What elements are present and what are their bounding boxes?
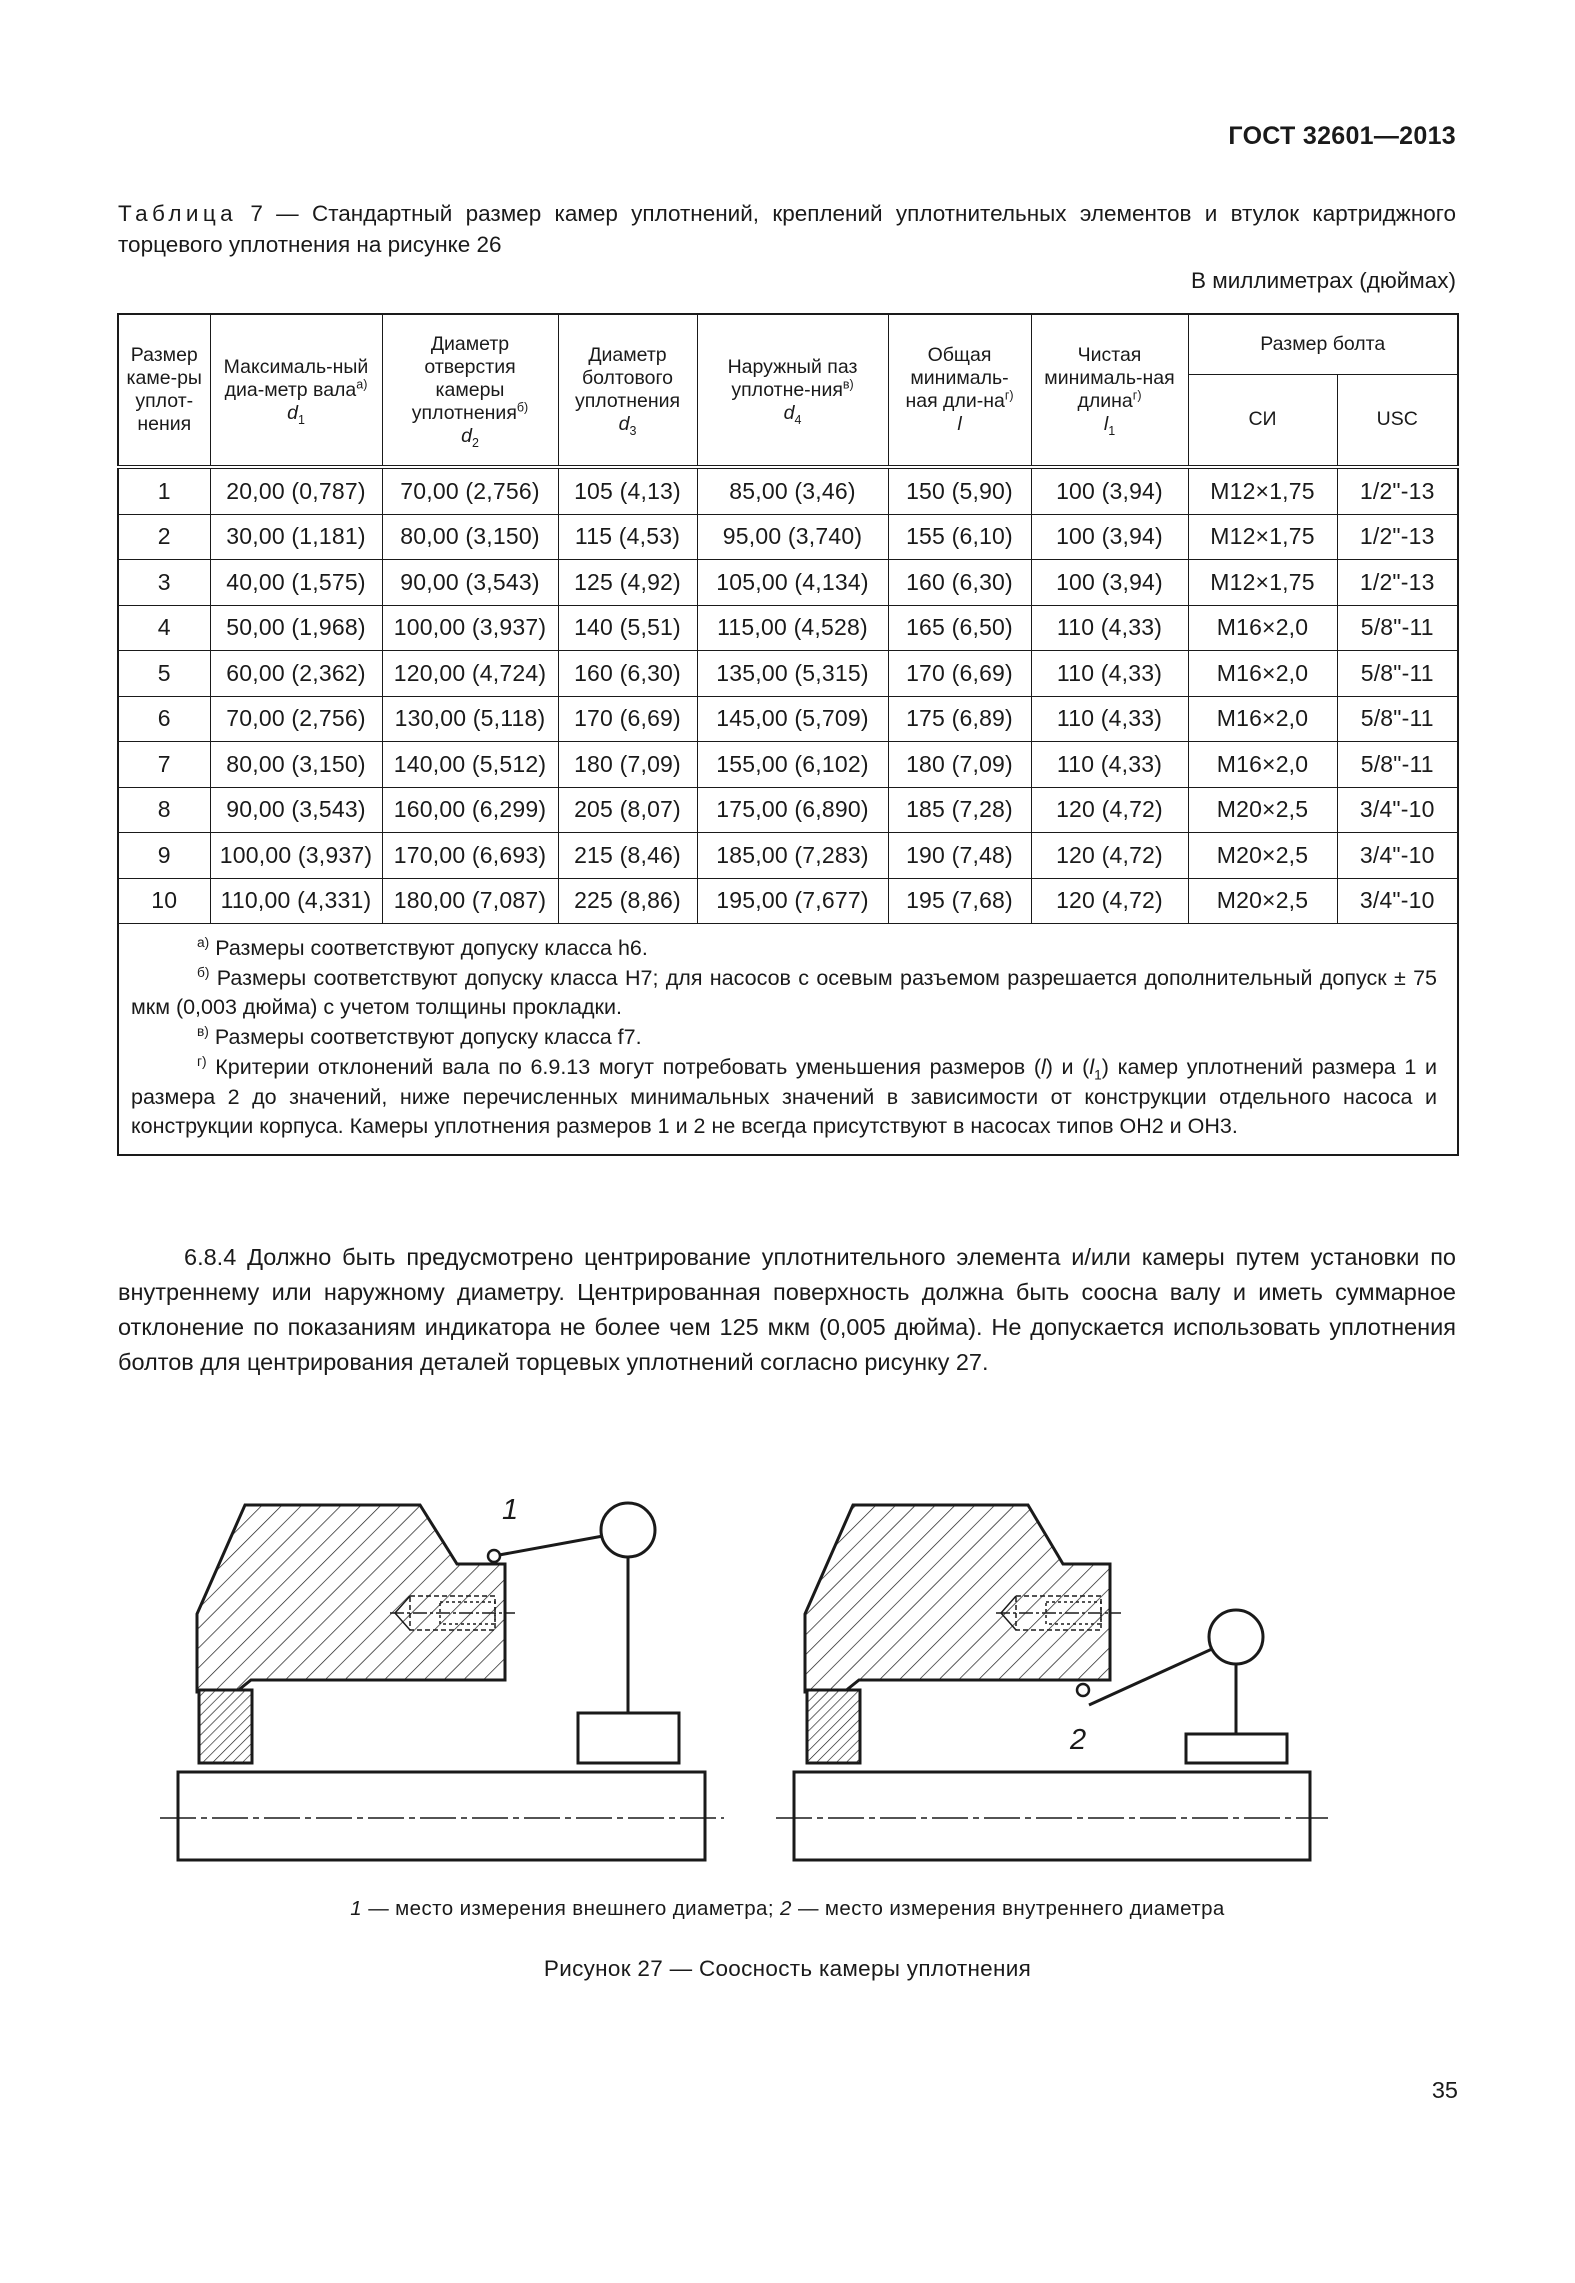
figure-caption: Рисунок 27 — Соосность камеры уплотнения bbox=[543, 1956, 1032, 1981]
header-total-min-length: Общая минималь-ная дли-$на^{г)}$ l bbox=[888, 314, 1031, 467]
left-shaft bbox=[178, 1772, 705, 1860]
left-view bbox=[160, 1494, 724, 1860]
table-cell: 110,00 (4,331) bbox=[210, 878, 382, 924]
label-1: 1 bbox=[502, 1494, 519, 1526]
table-cell: 150 (5,90) bbox=[888, 467, 1031, 514]
table-cell: M20×2,5 bbox=[1188, 878, 1337, 924]
table-cell: M20×2,5 bbox=[1188, 833, 1337, 879]
figure-27-drawing bbox=[0, 1450, 1575, 1890]
table-cell: 175 (6,89) bbox=[888, 696, 1031, 742]
table-cell: 100,00 (3,937) bbox=[382, 605, 558, 651]
right-shaft bbox=[794, 1772, 1310, 1860]
table-cell: 125 (4,92) bbox=[558, 560, 697, 606]
header-usc: USC bbox=[1337, 374, 1458, 467]
table-cell: 170 (6,69) bbox=[888, 651, 1031, 697]
table-cell: 8 bbox=[118, 787, 210, 833]
table-cell: M16×2,0 bbox=[1188, 742, 1337, 788]
table-cell: 90,00 (3,543) bbox=[382, 560, 558, 606]
header-chamber-bore-diameter: Диаметр отверстия камеры уплотнения$^{б)}$ $d_2$ bbox=[382, 314, 558, 467]
note-v: $^{в)}$ Размеры соответствуют допуску класса f7. bbox=[197, 1023, 642, 1050]
table-cell: 180 (7,09) bbox=[558, 742, 697, 788]
table-cell: 3/4"-10 bbox=[1337, 833, 1458, 879]
table-cell: 115,00 (4,528) bbox=[697, 605, 888, 651]
seal-chamber-table bbox=[117, 313, 1459, 1156]
table-cell: 180 (7,09) bbox=[888, 742, 1031, 788]
right-indicator-dial bbox=[1209, 1610, 1263, 1664]
table-cell: 105,00 (4,134) bbox=[697, 560, 888, 606]
table-cell: 100 (3,94) bbox=[1031, 467, 1188, 514]
table-cell: 225 (8,86) bbox=[558, 878, 697, 924]
table-cell: 30,00 (1,181) bbox=[210, 514, 382, 560]
table-cell: 70,00 (2,756) bbox=[210, 696, 382, 742]
right-indicator-base bbox=[1186, 1734, 1287, 1763]
table-cell: 195 (7,68) bbox=[888, 878, 1031, 924]
table-cell: 3/4"-10 bbox=[1337, 878, 1458, 924]
table-cell: 20,00 (0,787) bbox=[210, 467, 382, 514]
table-row bbox=[118, 560, 1458, 606]
header-bolt-circle-diameter: Диаметр болтового уплотнения $d_3$ bbox=[558, 314, 697, 467]
clause-6-8-4: 6.8.4 Должно быть предусмотрено центрирование уплотнительного элемента и/или камеры путем установки по внутреннему или наружному диаметру. Центрированная поверхность должна быть соосна валу и иметь суммарное отклонение по показаниям индикатора не более чем 125 мкм (0,005 дюйма). Не допускается использовать уплотнения болтов для центрирования деталей торцевых уплотнений согласно рисунку 27. bbox=[118, 1244, 1456, 1375]
table-cell: 1 bbox=[118, 467, 210, 514]
table-cell: 6 bbox=[118, 696, 210, 742]
table-cell: 180,00 (7,087) bbox=[382, 878, 558, 924]
table-cell: 120,00 (4,724) bbox=[382, 651, 558, 697]
table-units: В миллиметрах (дюймах) bbox=[1191, 268, 1456, 293]
note-g: $^{г)}$ Критерии отклонений вала по 6.9.13 могут потребовать уменьшения размеров (l) и $(l_1)$ камер уплотнений размера 1 и размера 2 до значений, ниже перечисленных минимальных значений в зависимости от конструкции отдельного насоса и конструкции корпуса. Камеры уплотнения размеров 1 и 2 не всегда присутствуют в насосах типов ОН2 и ОН3. bbox=[131, 1053, 1437, 1139]
table-notes bbox=[118, 924, 1458, 1155]
table-cell: 110 (4,33) bbox=[1031, 696, 1188, 742]
table-cell: 70,00 (2,756) bbox=[382, 467, 558, 514]
table-cell: M16×2,0 bbox=[1188, 651, 1337, 697]
table-cell: 160 (6,30) bbox=[558, 651, 697, 697]
table-cell: 205 (8,07) bbox=[558, 787, 697, 833]
table-cell: 9 bbox=[118, 833, 210, 879]
header-max-shaft-diameter: Максималь-ный диа-метр вала$^{а)}$ $d_1$ bbox=[210, 314, 382, 467]
left-indicator-dial bbox=[601, 1503, 655, 1557]
table-row bbox=[118, 696, 1458, 742]
table-cell: M12×1,75 bbox=[1188, 514, 1337, 560]
page-number: 35 bbox=[1431, 2077, 1458, 2103]
table-caption-label: Таблица bbox=[118, 201, 238, 226]
table-cell: 170,00 (6,693) bbox=[382, 833, 558, 879]
table-caption-text: 7 — Стандартный размер камер уплотнений, креплений уплотнительных элементов и втулок картриджного торцевого уплотнения на рисунке 26 bbox=[118, 201, 1456, 257]
right-gland-ring bbox=[807, 1690, 860, 1763]
table-cell: 155 (6,10) bbox=[888, 514, 1031, 560]
table-cell: 3/4"-10 bbox=[1337, 787, 1458, 833]
left-indicator-arm bbox=[499, 1536, 603, 1555]
table-cell: 80,00 (3,150) bbox=[382, 514, 558, 560]
table-cell: 5 bbox=[118, 651, 210, 697]
table-cell: 145,00 (5,709) bbox=[697, 696, 888, 742]
right-seal-chamber bbox=[805, 1505, 1110, 1692]
table-cell: 95,00 (3,740) bbox=[697, 514, 888, 560]
table-caption bbox=[118, 198, 1456, 260]
table-cell: M16×2,0 bbox=[1188, 605, 1337, 651]
figure-legend: 1 — место измерения внешнего диаметра; 2 — место измерения внутреннего диаметра bbox=[350, 1897, 1225, 1920]
table-cell: 195,00 (7,677) bbox=[697, 878, 888, 924]
right-indicator-probe bbox=[1077, 1684, 1089, 1696]
header-si: СИ bbox=[1188, 374, 1337, 467]
table-row bbox=[118, 514, 1458, 560]
table-cell: 135,00 (5,315) bbox=[697, 651, 888, 697]
table-cell: 5/8"-11 bbox=[1337, 742, 1458, 788]
table-cell: 100,00 (3,937) bbox=[210, 833, 382, 879]
table-cell: 85,00 (3,46) bbox=[697, 467, 888, 514]
table-cell: 60,00 (2,362) bbox=[210, 651, 382, 697]
table-cell: 1/2"-13 bbox=[1337, 467, 1458, 514]
table-cell: 170 (6,69) bbox=[558, 696, 697, 742]
table-row bbox=[118, 787, 1458, 833]
right-view bbox=[776, 1505, 1328, 1860]
table-cell: 215 (8,46) bbox=[558, 833, 697, 879]
table-cell: 50,00 (1,968) bbox=[210, 605, 382, 651]
header-bolt-size: Размер болта bbox=[1188, 314, 1458, 374]
table-cell: 190 (7,48) bbox=[888, 833, 1031, 879]
table-cell: 4 bbox=[118, 605, 210, 651]
table-row bbox=[118, 878, 1458, 924]
table-cell: 1/2"-13 bbox=[1337, 514, 1458, 560]
table-cell: 130,00 (5,118) bbox=[382, 696, 558, 742]
table-row bbox=[118, 742, 1458, 788]
table-cell: 110 (4,33) bbox=[1031, 651, 1188, 697]
left-indicator-probe bbox=[488, 1550, 500, 1562]
table-cell: 100 (3,94) bbox=[1031, 514, 1188, 560]
table-cell: 5/8"-11 bbox=[1337, 696, 1458, 742]
table-cell: 105 (4,13) bbox=[558, 467, 697, 514]
table-cell: M20×2,5 bbox=[1188, 787, 1337, 833]
table-row bbox=[118, 605, 1458, 651]
table-cell: M12×1,75 bbox=[1188, 560, 1337, 606]
table-cell: 115 (4,53) bbox=[558, 514, 697, 560]
table-cell: 110 (4,33) bbox=[1031, 605, 1188, 651]
table-cell: 3 bbox=[118, 560, 210, 606]
header-outer-groove: Наружный паз уплотне-ния$^{в)}$ $d_4$ bbox=[697, 314, 888, 467]
table-row bbox=[118, 833, 1458, 879]
table-cell: 175,00 (6,890) bbox=[697, 787, 888, 833]
table-cell: 120 (4,72) bbox=[1031, 787, 1188, 833]
note-a: $^{а)}$ Размеры соответствуют допуску класса h6. bbox=[197, 934, 648, 960]
table-cell: 140 (5,51) bbox=[558, 605, 697, 651]
table-cell: 40,00 (1,575) bbox=[210, 560, 382, 606]
table-cell: M16×2,0 bbox=[1188, 696, 1337, 742]
table-cell: 80,00 (3,150) bbox=[210, 742, 382, 788]
table-cell: 10 bbox=[118, 878, 210, 924]
table-cell: 185 (7,28) bbox=[888, 787, 1031, 833]
header-chamber-size: Размер каме-ры уплот-нения bbox=[118, 314, 210, 467]
header-clear-min-length: Чистая минималь-ная длина$^{г)}$ $l_1$ bbox=[1031, 314, 1188, 467]
table-cell: 165 (6,50) bbox=[888, 605, 1031, 651]
table-cell: 120 (4,72) bbox=[1031, 878, 1188, 924]
table-row bbox=[118, 467, 1458, 514]
table-cell: 185,00 (7,283) bbox=[697, 833, 888, 879]
note-b: $^{б)}$ Размеры соответствуют допуску класса H7; для насосов с осевым разъемом разрешается дополнительный допуск ± 75 мкм (0,003 дюйма) с учетом толщины прокладки. bbox=[131, 964, 1437, 1020]
left-seal-chamber bbox=[197, 1505, 505, 1692]
left-gland-ring bbox=[199, 1690, 252, 1763]
table-cell: 7 bbox=[118, 742, 210, 788]
table-cell: 5/8"-11 bbox=[1337, 605, 1458, 651]
table-cell: 2 bbox=[118, 514, 210, 560]
standard-number: ГОСТ 32601—2013 bbox=[1228, 122, 1456, 150]
table-cell: 110 (4,33) bbox=[1031, 742, 1188, 788]
table-cell: 100 (3,94) bbox=[1031, 560, 1188, 606]
table-cell: 90,00 (3,543) bbox=[210, 787, 382, 833]
label-2: 2 bbox=[1070, 1724, 1087, 1756]
table-cell: M12×1,75 bbox=[1188, 467, 1337, 514]
table-cell: 5/8"-11 bbox=[1337, 651, 1458, 697]
table-cell: 160 (6,30) bbox=[888, 560, 1031, 606]
table-cell: 1/2"-13 bbox=[1337, 560, 1458, 606]
left-indicator-base bbox=[578, 1713, 679, 1763]
table-cell: 140,00 (5,512) bbox=[382, 742, 558, 788]
table-cell: 155,00 (6,102) bbox=[697, 742, 888, 788]
table-cell: 120 (4,72) bbox=[1031, 833, 1188, 879]
table-cell: 160,00 (6,299) bbox=[382, 787, 558, 833]
table-row bbox=[118, 651, 1458, 697]
